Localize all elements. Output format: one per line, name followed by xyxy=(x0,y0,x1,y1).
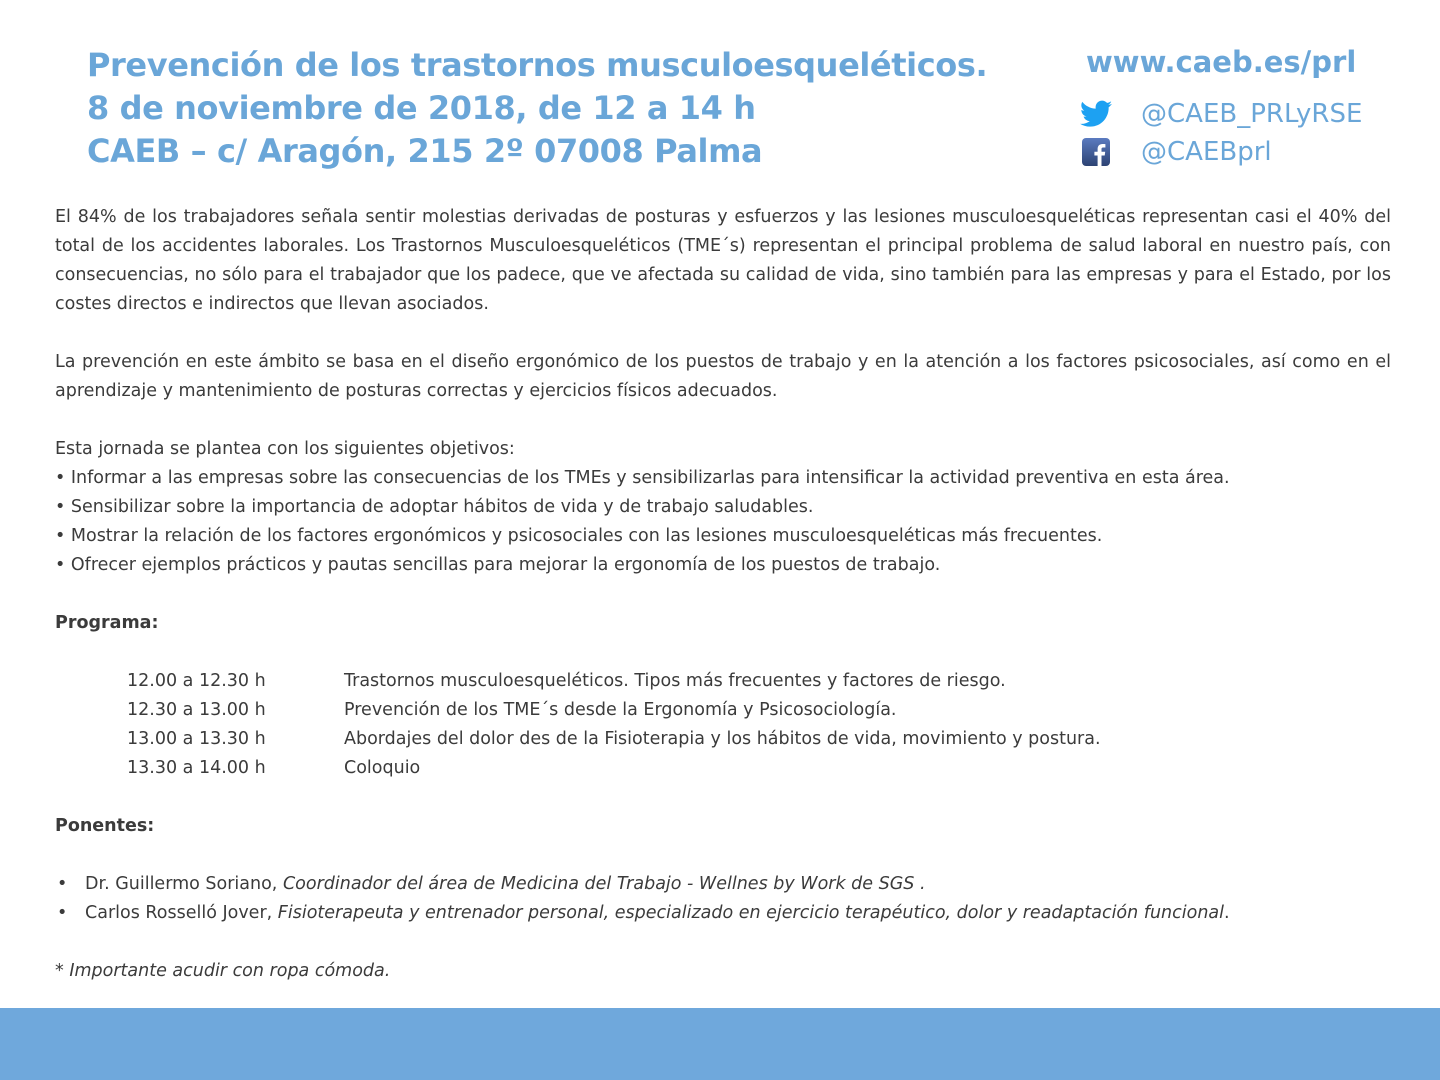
program-schedule xyxy=(55,667,1391,783)
schedule-time: 12.30 a 13.00 h xyxy=(127,700,266,720)
twitter-handle: @CAEB_PRLyRSE xyxy=(1141,99,1363,129)
facebook-handle: @CAEBprl xyxy=(1141,137,1272,167)
schedule-row xyxy=(55,754,1391,783)
event-title-line: Prevención de los trastornos musculoesqueléticos. xyxy=(87,46,988,84)
speaker-suffix: . xyxy=(1224,903,1230,923)
event-description xyxy=(55,203,1391,986)
schedule-row xyxy=(55,667,1391,696)
event-date-line: 8 de noviembre de 2018, de 12 a 14 h xyxy=(87,89,756,127)
program-section xyxy=(55,609,1391,783)
speaker-item xyxy=(55,899,1391,928)
schedule-time: 12.00 a 12.30 h xyxy=(127,671,266,691)
schedule-row xyxy=(55,696,1391,725)
bullet: • xyxy=(57,874,68,894)
speaker-name: Dr. Guillermo Soriano, xyxy=(85,874,278,894)
event-location-line: CAEB – c/ Aragón, 215 2º 07008 Palma xyxy=(87,132,763,170)
objective-item: • Informar a las empresas sobre las consecuencias de los TMEs y sensibilizarlas para intensificar la actividad preventiva en esta área. xyxy=(55,468,1230,488)
objective-item: • Mostrar la relación de los factores ergonómicos y psicosociales con las lesiones musculoesqueléticas más frecuentes. xyxy=(55,526,1103,546)
website-link[interactable]: www.caeb.es/prl xyxy=(1086,45,1357,79)
bullet: • xyxy=(57,903,68,923)
intro-paragraph: El 84% de los trabajadores señala sentir molestias derivadas de posturas y esfuerzos y las lesiones musculoesqueléticas representan casi el 40% del total de los accidentes laborales. Los Trastornos Musculoesqueléticos (TME´s) representan el principal problema de salud laboral en nuestro país, con consecuencias, no sólo para el trabajador que los padece, que ve afectada su calidad de vida, sino también para las empresas y para el Estado, por los costes directos e indirectos que llevan asociados. xyxy=(55,207,1391,314)
twitter-handle-row[interactable] xyxy=(1079,96,1362,132)
objective-item: • Sensibilizar sobre la importancia de adoptar hábitos de vida y de trabajo saludables. xyxy=(55,497,814,517)
speaker-role: Fisioterapeuta y entrenador personal, especializado en ejercicio terapéutico, dolor y readaptación funcional xyxy=(277,903,1225,923)
schedule-topic: Abordajes del dolor des de la Fisioterapia y los hábitos de vida, movimiento y postura. xyxy=(344,729,1101,749)
prevention-paragraph: La prevención en este ámbito se basa en el diseño ergonómico de los puestos de trabajo y en la atención a los factores psicosociales, así como en el aprendizaje y mantenimiento de posturas correctas y ejercicios físicos adecuados. xyxy=(55,352,1391,401)
footer-bar xyxy=(0,1008,1440,1080)
objectives-section xyxy=(55,435,1391,580)
schedule-topic: Trastornos musculoesqueléticos. Tipos más frecuentes y factores de riesgo. xyxy=(344,671,1006,691)
speaker-name: Carlos Rosselló Jover, xyxy=(85,903,273,923)
twitter-icon xyxy=(1079,97,1113,131)
schedule-time: 13.00 a 13.30 h xyxy=(127,729,266,749)
schedule-topic: Prevención de los TME´s desde la Ergonomía y Psicosociología. xyxy=(344,700,897,720)
schedule-row xyxy=(55,725,1391,754)
objectives-heading: Esta jornada se plantea con los siguientes objetivos: xyxy=(55,439,515,459)
schedule-topic: Coloquio xyxy=(344,758,421,778)
speaker-role: Coordinador del área de Medicina del Trabajo - Wellnes by Work de SGS . xyxy=(282,874,926,894)
speakers-heading: Ponentes: xyxy=(55,816,155,836)
objective-item: • Ofrecer ejemplos prácticos y pautas sencillas para mejorar la ergonomía de los puestos de trabajo. xyxy=(55,555,941,575)
facebook-handle-row[interactable] xyxy=(1079,134,1272,170)
speaker-item xyxy=(55,870,1391,899)
facebook-icon xyxy=(1079,135,1113,169)
schedule-time: 13.30 a 14.00 h xyxy=(127,758,266,778)
clothing-note: * Importante acudir con ropa cómoda. xyxy=(55,961,391,981)
event-title xyxy=(87,44,1047,173)
speakers-section xyxy=(55,812,1391,928)
program-heading: Programa: xyxy=(55,613,159,633)
